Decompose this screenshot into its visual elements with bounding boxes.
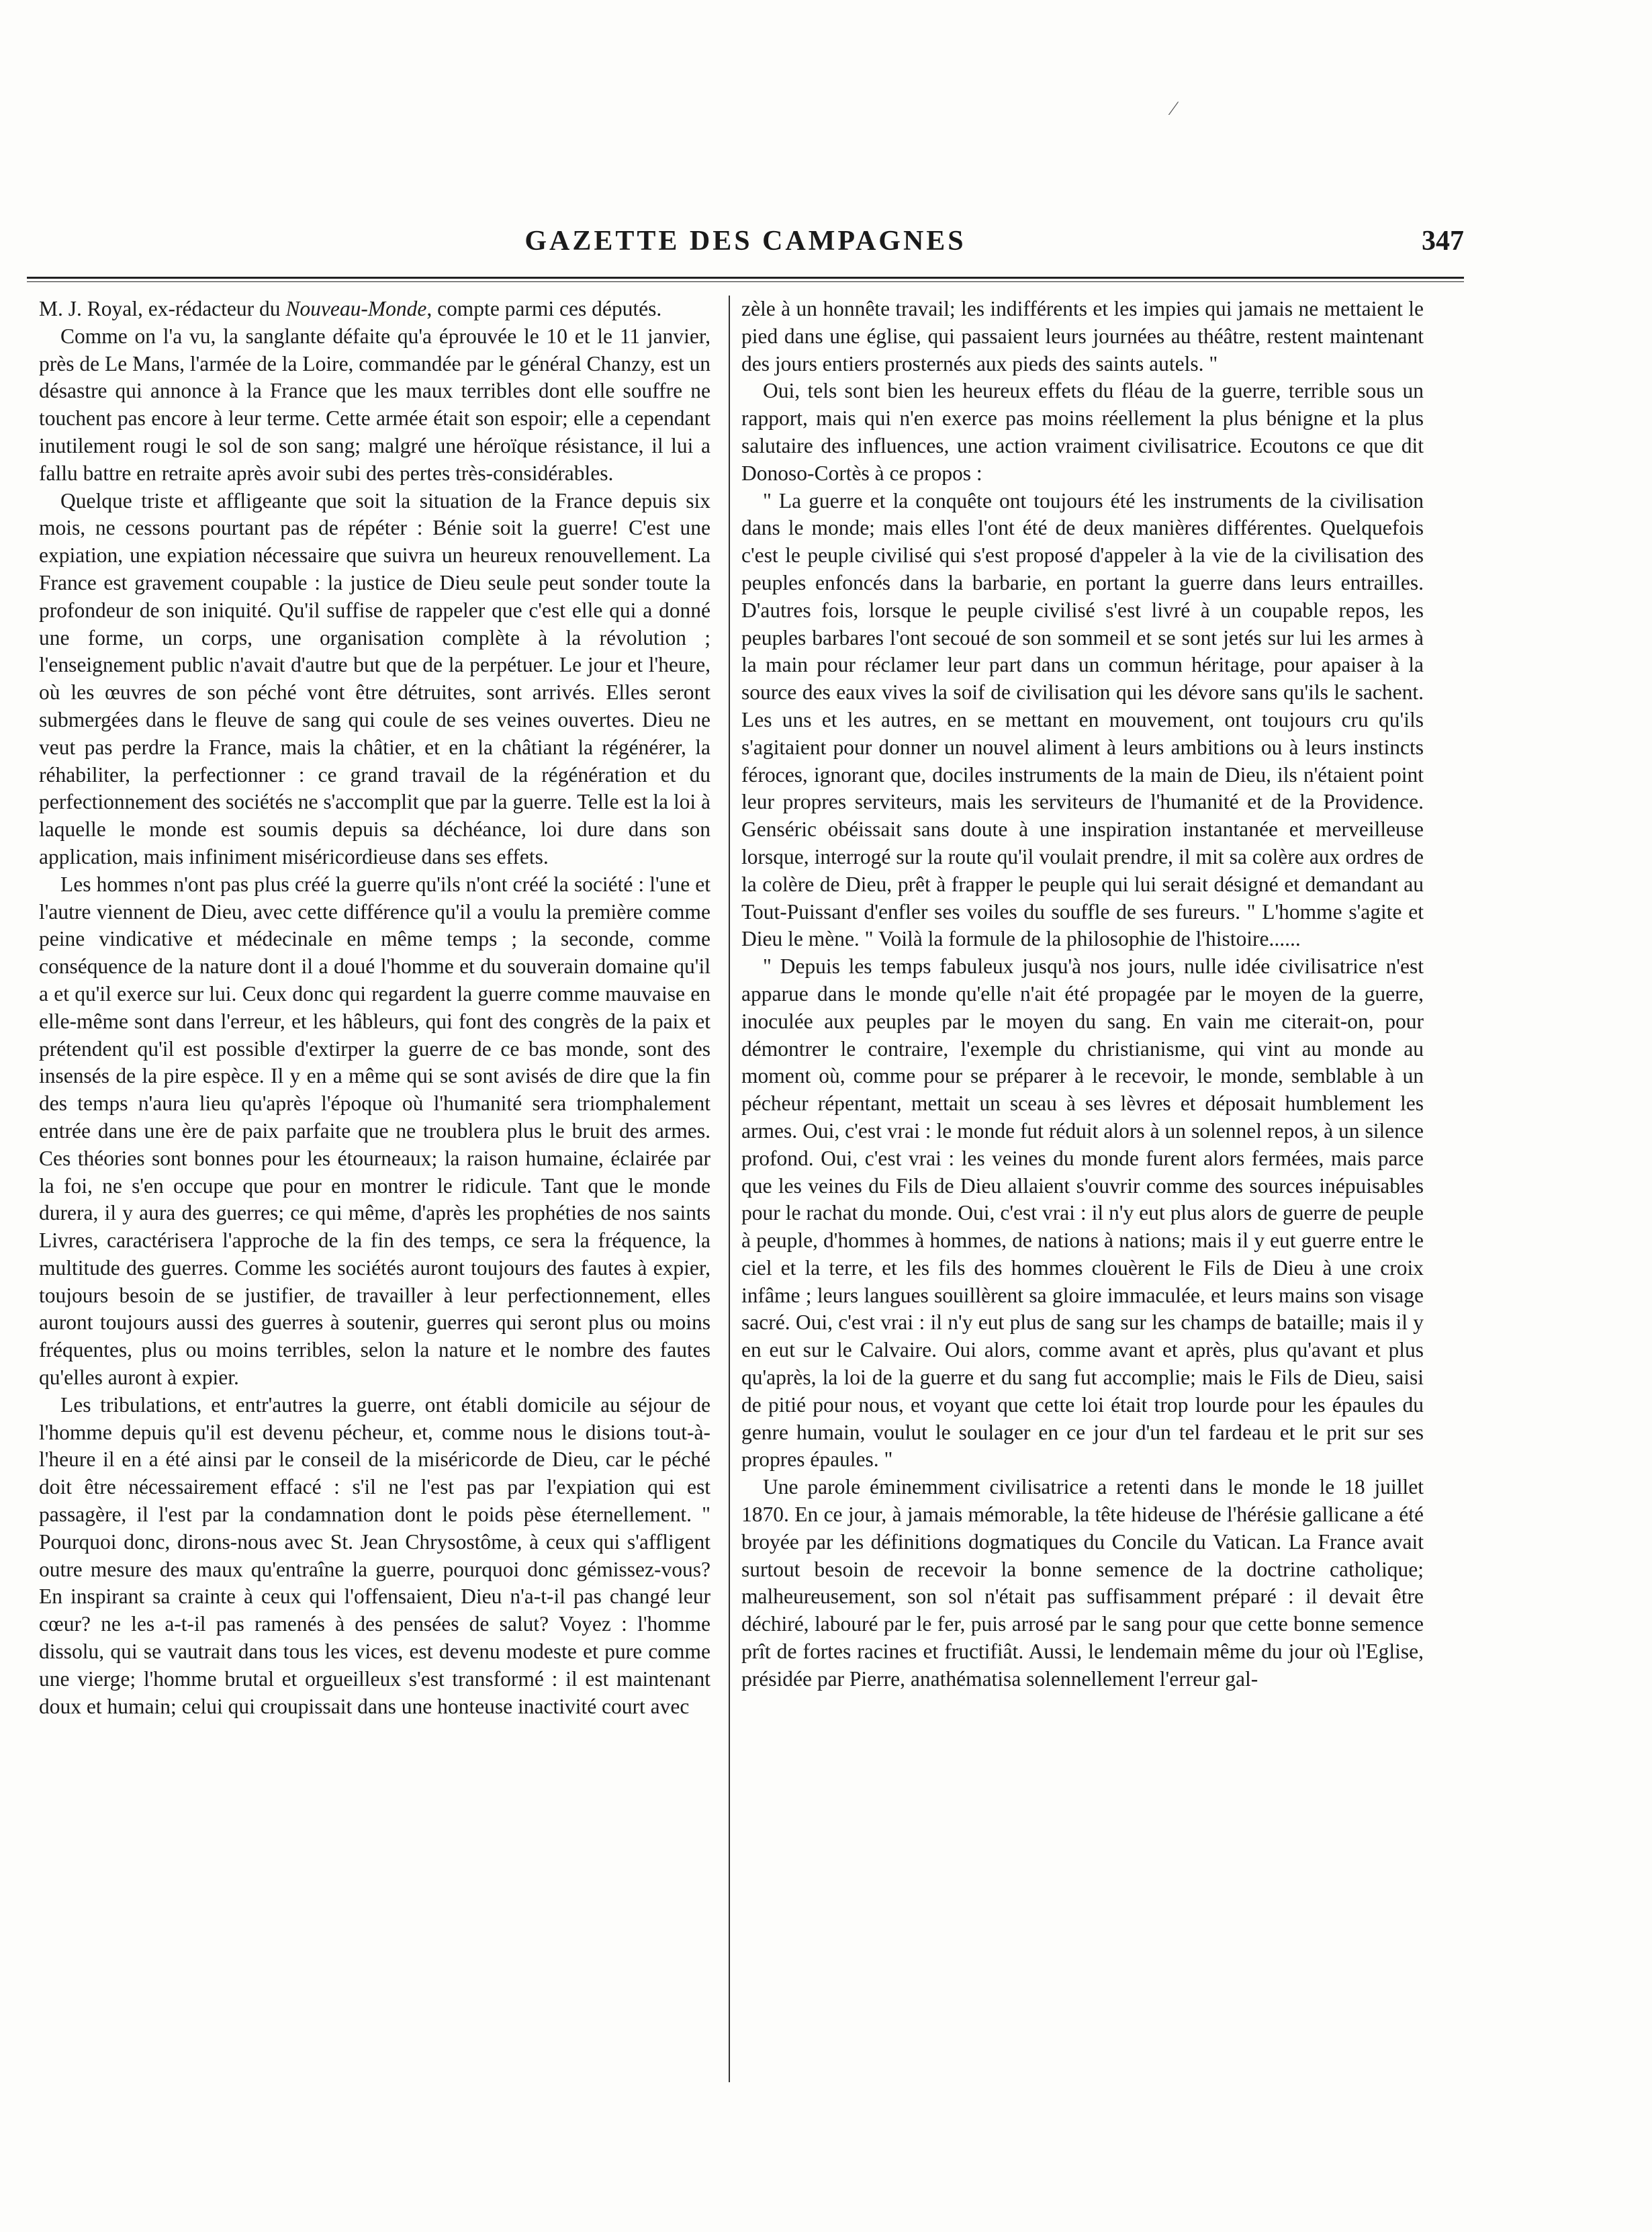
paragraph: M. J. Royal, ex-rédacteur du Nouveau-Monde, compte parmi ces députés. <box>39 297 662 320</box>
paragraph: Comme on l'a vu, la sanglante défaite qu'a éprouvée le 10 et le 11 janvier, près de Le Mans, l'armée de la Loire, commandée par le général Chanzy, est un désastre qui annonce à la France que les maux terribles dont elle souffre ne touchent pas encore à leur terme. Cette armée était son espoir; elle a cependant inutilement rougi le sol de son sang; malgré une héroïque résistance, il lui a fallu battre en retraite après avoir subi des pertes très-considérables. <box>39 324 710 485</box>
page-number: 347 <box>1422 226 1464 257</box>
newspaper-name: Nouveau-Monde <box>285 297 427 320</box>
left-column <box>39 296 710 2096</box>
column-divider <box>729 296 730 2082</box>
paragraph: Une parole éminemment civilisatrice a retenti dans le monde le 18 juillet 1870. En ce jour, à jamais mémorable, la tête hideuse de l'hérésie gallicane a été broyée par les définitions dogmatiques du Concile du Vatican. La France avait surtout besoin de recevoir la bonne semence de la doctrine catholique; malheureusement, son sol n'était pas suffisamment préparé : il devait être déchiré, labouré par le fer, puis arrosé par le sang pour que cette bonne semence prît de fortes racines et fructifiât. Aussi, le lendemain même du jour où l'Eglise, présidée par Pierre, anathématisa solennellement l'erreur gal- <box>741 1475 1424 1691</box>
header-rule <box>27 277 1464 282</box>
publication-title: GAZETTE DES CAMPAGNES <box>524 226 966 257</box>
paragraph: zèle à un honnête travail; les indifférents et les impies qui jamais ne mettaient le pied dans une église, qui passaient leurs journées au théâtre, restent maintenant des jours entiers prosternés aux pieds des saints autels. " <box>741 297 1424 375</box>
paragraph: " La guerre et la conquête ont toujours été les instruments de la civilisation dans le monde; mais elles l'ont été de deux manières différentes. Quelquefois c'est le peuple civilisé qui s'est proposé d'appeler à la vie de la civilisation des peuples enfoncés dans la barbarie, en portant la guerre dans leurs entrailles. D'autres fois, lorsque le peuple civilisé s'est livré à un coupable repos, les peuples barbares l'ont secoué de son sommeil et se sont jetés sur lui les armes à la main pour réclamer leur part dans un commun héritage, pour apaiser à la source des eaux vives la soif de civilisation qui les dévore sans qu'ils le sachent. Les uns et les autres, en se mettant en mouvement, ont toujours cru qu'ils s'agitaient pour donner un nouvel aliment à leurs ambitions ou à leurs instincts féroces, ignorant que, dociles instruments de la main de Dieu, ils n'étaient point leur propres serviteurs, mais les serviteurs de l'humanité et de la Providence. Genséric obéissait sans doute à une inspiration instantanée et merveilleuse lorsque, interrogé sur la route qu'il voulait prendre, il mit sa colère aux ordres de la colère de Dieu, prêt à frapper le peuple qui lui serait désigné et demandant au Tout-Puissant d'enfler ses voiles du souffle de ses fureurs. " L'homme s'agite et Dieu le mène. " Voilà la formule de la philosophie de l'histoire...... <box>741 488 1424 951</box>
paragraph: " Depuis les temps fabuleux jusqu'à nos jours, nulle idée civilisatrice n'est apparue dans le monde qu'elle n'ait été propagée par le moyen de la guerre, inoculée aux peuples par le moyen du sang. En vain me citerait-on, pour démontrer le contraire, l'exemple du christianisme, qui vint au monde au moment où, comme pour se préparer à le recevoir, le monde, semblable à un pécheur répentant, mettait un sceau à ses lèvres et déposait humblement les armes. Oui, c'est vrai : le monde fut réduit alors à un solennel repos, à un silence profond. Oui, c'est vrai : les veines du monde furent alors fermées, mais parce que les veines du Fils de Dieu allaient s'ouvrir comme des sources inépuisables pour le rachat du monde. Oui, c'est vrai : il n'y eut plus alors de guerre de peuple à peuple, d'hommes à hommes, de nations à nations; mais il y eut guerre entre le ciel et la terre, et les fils des hommes clouèrent le Fils de Dieu à une croix infâme ; leurs langues souillèrent sa gloire immaculée, et leurs mains son visage sacré. Oui, c'est vrai : il n'y eut plus de sang sur les champs de bataille; mais il y en eut sur le Calvaire. Oui alors, comme avant et après, plus qu'avant et plus qu'après, la loi de la guerre et du sang fut accomplie; mais le Fils de Dieu, saisi de pitié pour nous, et voyant que cette loi était trop lourde pour les épaules du genre humain, voulut le soulager en ce jour d'un tel fardeau et le prit sur ses propres épaules. " <box>741 954 1424 1472</box>
page-header <box>27 225 1464 265</box>
right-column <box>741 296 1424 2096</box>
paragraph: Oui, tels sont bien les heureux effets du fléau de la guerre, terrible sous un rapport, mais qui n'en exerce pas moins réellement la plus bénigne et la plus salutaire des influences, une action vraiment civilisatrice. Ecoutons ce que dit Donoso-Cortès à ce propos : <box>741 379 1424 485</box>
paragraph: Les hommes n'ont pas plus créé la guerre qu'ils n'ont créé la société : l'une et l'autre viennent de Dieu, avec cette différence qu'il a voulu la première comme peine vindicative et médecinale en même temps ; la seconde, comme conséquence de la nature dont il a doué l'homme et du souverain domaine qu'il a et qu'il exerce sur lui. Ceux donc qui regardent la guerre comme mauvaise en elle-même sont dans l'erreur, et les hâbleurs, qui font des congrès de la paix et prétendent qu'il est possible d'extirper la guerre de ce bas monde, sont des insensés de la pire espèce. Il y en a même qui se sont avisés de dire que la fin des temps n'aura lieu qu'après l'époque où l'humanité sera triomphalement entrée dans une ère de paix parfaite que ne troublera plus le bruit des armes. Ces théories sont bonnes pour les étourneaux; la raison humaine, éclairée par la foi, ne s'en occupe que pour en montrer le ridicule. Tant que le monde durera, il y aura des guerres; ce qui même, d'après les prophéties de nos saints Livres, caractérisera l'approche de la fin des temps, ce sera la fréquence, la multitude des guerres. Comme les sociétés auront toujours des fautes à expier, toujours besoin de se justifier, de travailler à leur perfectionnement, elles auront toujours aussi des guerres à soutenir, guerres qui seront plus ou moins fréquentes, plus ou moins terribles, selon la nature et le nombre des fautes qu'elles auront à expier. <box>39 872 710 1390</box>
paragraph: Quelque triste et affligeante que soit la situation de la France depuis six mois, ne cessons pourtant pas de répéter : Bénie soit la guerre! C'est une expiation, une expiation nécessaire que suivra un heureux renouvellement. La France est gravement coupable : la justice de Dieu seule peut sonder toute la profondeur de son iniquité. Qu'il suffise de rappeler que c'est elle qui a donné une forme, un corps, une organisation complète à la révolution ; l'enseignement public n'avait d'autre but que de la perpétuer. Le jour et l'heure, où les œuvres de son péché vont être détruites, sont arrivés. Elles seront submergées dans le fleuve de sang qui coule de ses veines ouvertes. Dieu ne veut pas perdre la France, mais la châtier, et en la châtiant la régénérer, la réhabiliter, la perfectionner : ce grand travail de la régénération et du perfectionnement des sociétés ne s'accomplit que par la guerre. Telle est la loi à laquelle le monde est soumis depuis sa déchéance, loi dure dans son application, mais infiniment miséricordieuse dans ses effets. <box>39 488 710 868</box>
ink-mark: ⁄ <box>1172 97 1176 120</box>
paragraph: Les tribulations, et entr'autres la guerre, ont établi domicile au séjour de l'homme depuis qu'il est devenu pécheur, et, comme nous le disions tout-à-l'heure il en a été ainsi par le conseil de la miséricorde de Dieu, car le péché doit être nécessairement effacé : s'il ne l'est pas par l'expiation qui est passagère, il l'est par la condamnation dont le poids pèse éternellement. " Pourquoi donc, dirons-nous avec St. Jean Chrysostôme, à ceux qui s'affligent outre mesure des maux qu'entraîne la guerre, pourquoi donc gémissez-vous? En inspirant sa crainte à ceux qui l'offensaient, Dieu n'a-t-il pas changé leur cœur? ne les a-t-il pas ramenés à des pensées de salut? Voyez : l'homme dissolu, qui se vautrait dans tous les vices, est devenu modeste et pure comme une vierge; l'homme brutal et orgueilleux s'est transformé : il est maintenant doux et humain; celui qui croupissait dans une honteuse inactivité court avec <box>39 1392 710 1718</box>
